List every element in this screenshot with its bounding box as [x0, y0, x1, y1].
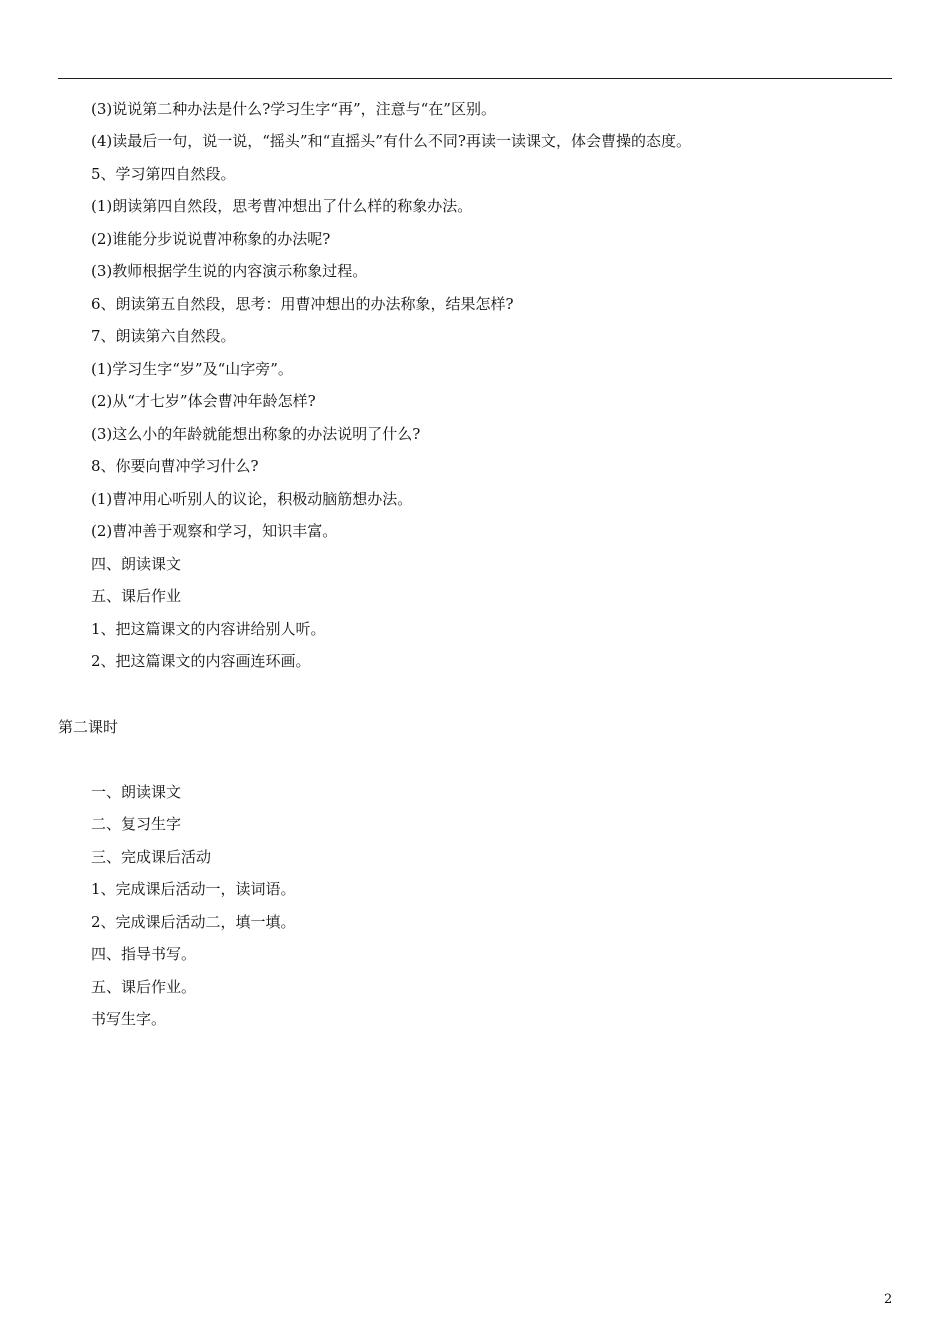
text-line: 1、把这篇课文的内容讲给别人听。: [91, 620, 326, 638]
text-line: 6、朗读第五自然段，思考：用曹冲想出的办法称象，结果怎样?: [91, 295, 514, 313]
text-line: (1)曹冲用心听别人的议论，积极动脑筋想办法。: [91, 490, 413, 508]
text-line: (1)学习生字“岁”及“山字旁”。: [91, 360, 293, 378]
text-line: 四、指导书写。: [91, 945, 197, 963]
text-line: 一、朗读课文: [91, 783, 182, 801]
header-rule: [58, 78, 892, 79]
text-line: 5、学习第四自然段。: [91, 165, 236, 183]
text-line: 8、你要向曹冲学习什么?: [91, 457, 259, 475]
text-line: 五、课后作业。: [91, 978, 197, 996]
text-line: 7、朗读第六自然段。: [91, 327, 236, 345]
text-line: 书写生字。: [91, 1010, 167, 1028]
text-line: 三、完成课后活动: [91, 848, 212, 866]
text-line: 五、课后作业: [91, 587, 182, 605]
text-line: (2)从“才七岁”体会曹冲年龄怎样?: [91, 392, 316, 410]
text-line: (3)这么小的年龄就能想出称象的办法说明了什么?: [91, 425, 421, 443]
text-line: 1、完成课后活动一，读词语。: [91, 880, 296, 898]
text-line: (3)教师根据学生说的内容演示称象过程。: [91, 262, 368, 280]
text-line: (4)读最后一句，说一说，“摇头”和“直摇头”有什么不同?再读一读课文，体会曹操的态度。: [91, 132, 691, 150]
text-line: 四、朗读课文: [91, 555, 182, 573]
text-line: (3)说说第二种办法是什么?学习生字“再”，注意与“在”区别。: [91, 100, 496, 118]
text-line: (2)曹冲善于观察和学习，知识丰富。: [91, 522, 338, 540]
page-number: 2: [884, 1292, 893, 1307]
text-line: (1)朗读第四自然段，思考曹冲想出了什么样的称象办法。: [91, 197, 473, 215]
text-line: (2)谁能分步说说曹冲称象的办法呢?: [91, 230, 331, 248]
section-heading: 第二课时: [58, 718, 119, 736]
text-line: 2、把这篇课文的内容画连环画。: [91, 652, 311, 670]
text-line: 二、复习生字: [91, 815, 182, 833]
text-line: 2、完成课后活动二，填一填。: [91, 913, 296, 931]
